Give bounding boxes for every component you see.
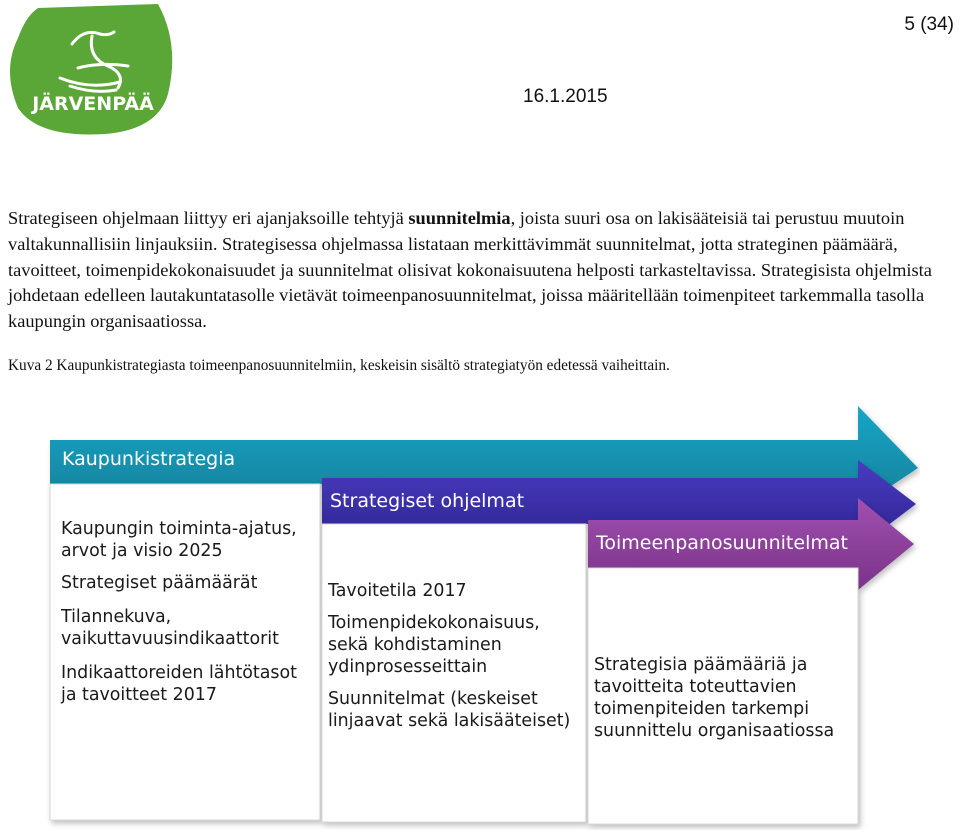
body-text-part2: , joista suuri osa on lakisääteisiä tai perustuu muutoin valtakunnallisiin linjauksiin. Strategisessa ohjelmassa listataan merkittävimmät suunnitelmat, jotta strateginen päämäärä, tavoitteet, toimenpidekokonaisuudet ja suunnitelmat olisivat kokonaisuutena helposti tarkasteltavissa. Strategisista ohjelmista johdetaan edelleen lautakuntatasolle vietävät toimeenpanosuunnitelmat, joissa määritellään toimenpiteet tarkemmalla tasolla kaupungin organisaatiossa. [8, 208, 932, 332]
column-kaupunkistrategia [61, 518, 297, 706]
list-item: suunnittelu organisaatiossa [594, 721, 835, 741]
jarvenpaa-logo [8, 4, 178, 136]
list-item: Indikaattoreiden lähtötasot [61, 663, 297, 683]
list-item: sekä kohdistaminen [328, 635, 502, 655]
list-item: Strategisia päämääriä ja [594, 655, 808, 675]
list-item: Suunnitelmat (keskeiset [328, 689, 538, 709]
list-item: Tavoitetila 2017 [328, 581, 467, 601]
figure-caption: Kuva 2 Kaupunkistrategiasta toimeenpanosuunnitelmiin, keskeisin sisältö strategiatyön edetessä vaiheittain. [8, 357, 670, 374]
body-text-bold: suunnitelmia [408, 208, 511, 228]
list-item: ydinprosesseittain [328, 657, 488, 677]
column-toimeenpanosuunnitelmat [594, 654, 834, 742]
logo-text: JÄRVENPÄÄ [32, 93, 154, 115]
band-title-kaupunkistrategia: Kaupunkistrategia [62, 448, 236, 470]
body-paragraph [8, 206, 954, 335]
list-item: vaikuttavuusindikaattorit [61, 629, 279, 649]
document-date: 16.1.2015 [523, 86, 608, 107]
list-item: toimenpiteiden tarkempi [594, 699, 810, 719]
body-text-part1: Strategiseen ohjelmaan liittyy eri ajanjaksoille tehtyjä [8, 208, 409, 228]
list-item: tavoitteita toteuttavien [594, 677, 797, 697]
column-strategiset-ohjelmat [328, 580, 570, 732]
list-item: arvot ja visio 2025 [61, 541, 223, 561]
list-item: Tilannekuva, [61, 607, 172, 627]
strategy-diagram [40, 398, 920, 830]
list-item: Kaupungin toiminta-ajatus, [61, 519, 297, 539]
band-title-toimeenpanosuunnitelmat: Toimeenpanosuunnitelmat [596, 532, 848, 554]
page-number: 5 (34) [904, 14, 954, 35]
list-item: Strategiset päämäärät [61, 573, 258, 593]
list-item: ja tavoitteet 2017 [61, 685, 217, 705]
band-title-strategiset-ohjelmat: Strategiset ohjelmat [330, 490, 525, 512]
list-item: linjaavat sekä lakisääteiset) [328, 711, 571, 731]
list-item: Toimenpidekokonaisuus, [328, 613, 540, 633]
